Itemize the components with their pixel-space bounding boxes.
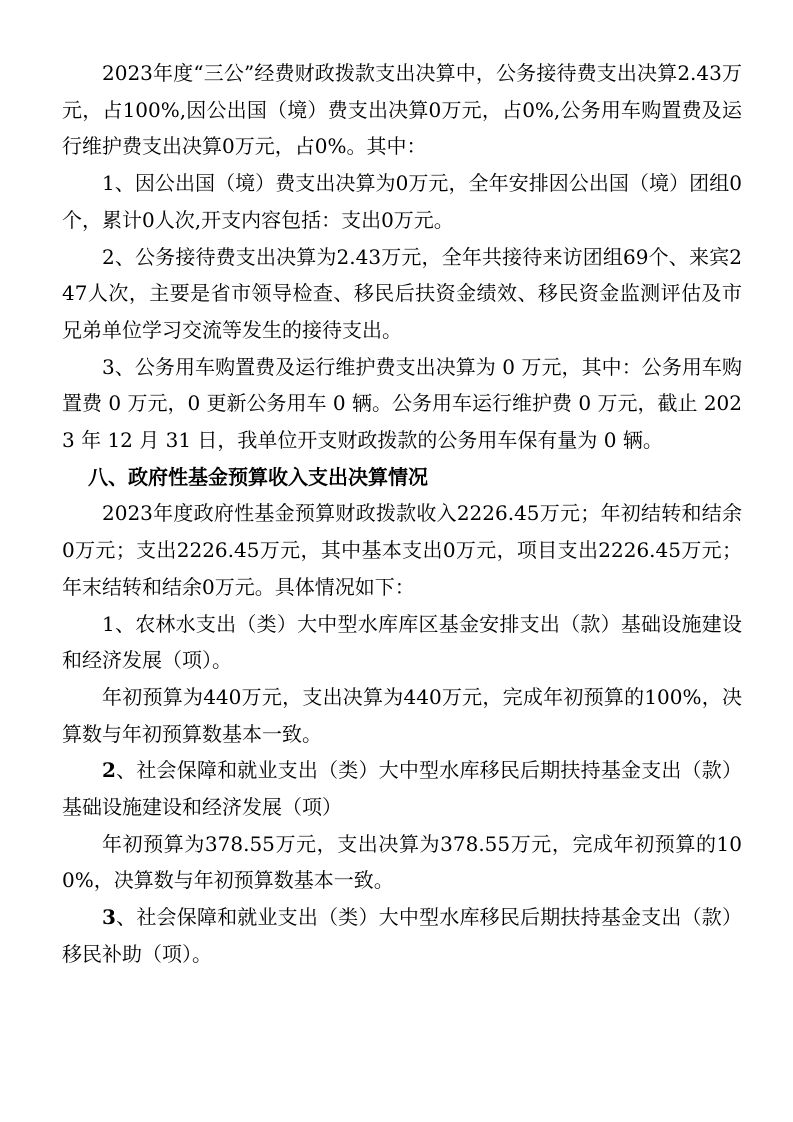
overseas-travel-item: 1、因公出国（境）费支出决算为0万元，全年安排因公出国（境）团组0个，累计0人次,开支内容包括：支出0万元。: [62, 171, 742, 232]
fund-item-3-text: 、社会保障和就业支出（类）大中型水库移民后期扶持基金支出（款）移民补助（项）。: [62, 905, 742, 966]
fund-item-3-number: 3: [102, 905, 116, 930]
fund-item-1-detail: 年初预算为440万元，支出决算为440万元，完成年初预算的100%，决算数与年初预算数基本一致。: [62, 684, 742, 746]
fund-item-2-text: 、社会保障和就业支出（类）大中型水库移民后期扶持基金支出（款）基础设施建设和经济发展（项）: [62, 758, 742, 820]
document-body: [62, 55, 742, 973]
government-fund-summary: 2023年度政府性基金预算财政拨款收入2226.45万元；年初结转和结余0万元；支出2226.45万元，其中基本支出0万元，项目支出2226.45万元；年末结转和结余0万元。具体情况如下：: [62, 501, 742, 599]
official-reception-item: 2、公务接待费支出决算为2.43万元，全年共接待来访团组69个、来宾247人次，主要是省市领导检查、移民后扶资金绩效、移民资金监测评估及市兄弟单位学习交流等发生的接待支出。: [62, 244, 742, 342]
fund-item-2-detail: 年初预算为378.55万元，支出决算为378.55万元，完成年初预算的100%，决算数与年初预算数基本一致。: [62, 831, 742, 893]
fund-item-2-title: [62, 752, 742, 825]
fund-item-3-title: [62, 899, 742, 972]
section-heading-government-fund: 八、政府性基金预算收入支出决算情况: [88, 464, 428, 489]
fund-item-2-number: 2: [102, 758, 116, 783]
fund-item-1-title: 1、农林水支出（类）大中型水库库区基金安排支出（款）基础设施建设和经济发展（项）。: [62, 611, 742, 673]
official-vehicle-item: 3、公务用车购置费及运行维护费支出决算为 0 万元，其中：公务用车购置费 0 万元，0 更新公务用车 0 辆。公务用车运行维护费 0 万元，截止 2023 年 12 月 31 日，我单位开支财政拨款的公务用车保有量为 0 辆。: [62, 354, 742, 453]
three-public-expenses-intro: 2023年度“三公”经费财政拨款支出决算中，公务接待费支出决算2.43万元，占100%,因公出国（境）费支出决算0万元，占0%,公务用车购置费及运行维护费支出决算0万元，占0%。其中：: [62, 61, 742, 159]
